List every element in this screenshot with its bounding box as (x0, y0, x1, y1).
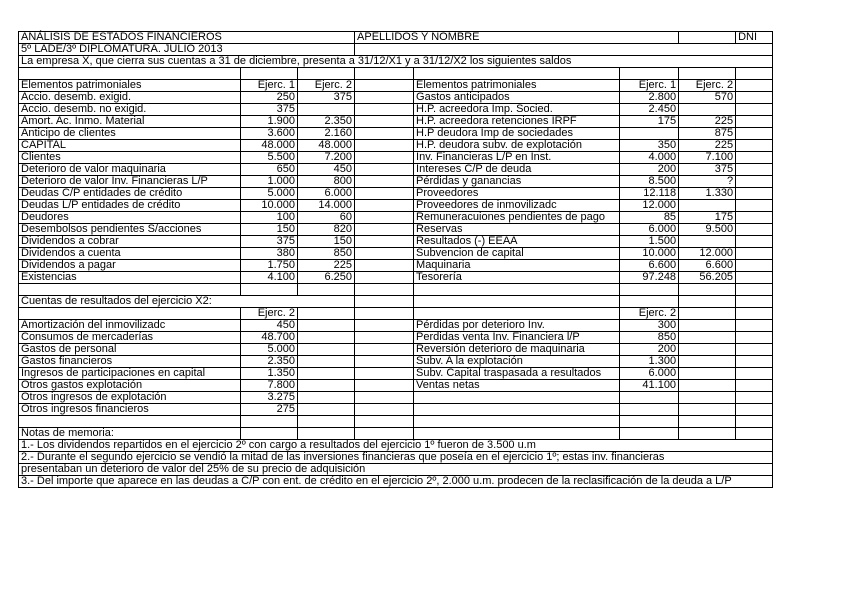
value-ej2: 450 (298, 164, 355, 176)
account-name: Subvencion de capital (414, 248, 620, 260)
account-name: Maquinaria (414, 260, 620, 272)
account-name: Inv. Financieras L/P en Inst. (414, 152, 620, 164)
value-ej1: 10.000 (620, 248, 679, 260)
table-row (19, 320, 773, 332)
value-ej2: 225 (679, 116, 736, 128)
table-row (19, 116, 773, 128)
value-ej2: 14.000 (298, 200, 355, 212)
value-ej1: 375 (241, 104, 298, 116)
value-ej1: 375 (241, 236, 298, 248)
account-name: Deudas L/P entidades de crédito (19, 200, 241, 212)
account-name: Dividendos a cuenta (19, 248, 241, 260)
name-label: APELLIDOS Y NOMBRE (355, 32, 679, 44)
spreadsheet (18, 31, 773, 488)
value-ej2: 7.200 (298, 152, 355, 164)
results-title-row (19, 296, 773, 308)
account-name: Proveedores (414, 188, 620, 200)
account-name: Deudas C/P entidades de crédito (19, 188, 241, 200)
result-name: Subv. Capital traspasada a resultados (414, 368, 620, 380)
value-ej2: ? (679, 176, 736, 188)
value-ej1: 10.000 (241, 200, 298, 212)
result-value: 41.100 (620, 380, 679, 392)
table-row (19, 332, 773, 344)
account-name: Reservas (414, 224, 620, 236)
account-name: Deudores (19, 212, 241, 224)
table-row (19, 380, 773, 392)
result-value: 850 (620, 332, 679, 344)
table-row (19, 236, 773, 248)
value-ej1: 85 (620, 212, 679, 224)
value-ej1: 12.000 (620, 200, 679, 212)
ej1-header-right: Ejerc. 1 (620, 80, 679, 92)
value-ej2: 48.000 (298, 140, 355, 152)
value-ej2: 875 (679, 128, 736, 140)
value-ej1: 2.450 (620, 104, 679, 116)
value-ej1: 8.500 (620, 176, 679, 188)
results-header-row (19, 308, 773, 320)
account-name: Resultados (-) EEAA (414, 236, 620, 248)
account-name: CAPITAL (19, 140, 241, 152)
value-ej2: 150 (298, 236, 355, 248)
result-value: 5.000 (241, 344, 298, 356)
table-row (19, 152, 773, 164)
value-ej2: 225 (298, 260, 355, 272)
note-text: 3.- Del importe que aparece en las deudas a C/P con ent. de crédito en el ejercicio 2º, 2.000 u.m. prodecen de la reclasificación de la deuda a L/P (19, 476, 773, 488)
result-name: Gastos de personal (19, 344, 241, 356)
value-ej1: 5.500 (241, 152, 298, 164)
table-row (19, 368, 773, 380)
value-ej1: 3.600 (241, 128, 298, 140)
result-name: Reversión deterioro de maquinaria (414, 344, 620, 356)
result-name: Consumos de mercaderías (19, 332, 241, 344)
result-name: Otros ingresos de explotación (19, 392, 241, 404)
value-ej1: 650 (241, 164, 298, 176)
value-ej1: 5.000 (241, 188, 298, 200)
value-ej1: 2.800 (620, 92, 679, 104)
value-ej2: 6.600 (679, 260, 736, 272)
value-ej1: 4.100 (241, 272, 298, 284)
account-name: Clientes (19, 152, 241, 164)
account-name: Remuneracuiones pendientes de pago (414, 212, 620, 224)
table-row (19, 356, 773, 368)
table-row (19, 248, 773, 260)
table-row (19, 200, 773, 212)
value-ej2: 6.250 (298, 272, 355, 284)
value-ej1: 250 (241, 92, 298, 104)
value-ej2: 800 (298, 176, 355, 188)
account-name: Pérdidas y ganancias (414, 176, 620, 188)
spacer-row (19, 68, 773, 80)
value-ej2: 375 (679, 164, 736, 176)
result-name: Gastos financieros (19, 356, 241, 368)
account-name: Accio. desemb. no exigid. (19, 104, 241, 116)
table-row (19, 104, 773, 116)
value-ej2: 225 (679, 140, 736, 152)
value-ej1: 4.000 (620, 152, 679, 164)
dni-label: DNI (736, 32, 773, 44)
value-ej1 (620, 128, 679, 140)
result-value: 300 (620, 320, 679, 332)
value-ej1: 175 (620, 116, 679, 128)
account-name: Dividendos a cobrar (19, 236, 241, 248)
value-ej2 (679, 236, 736, 248)
note-row (19, 464, 773, 476)
table-row (19, 404, 773, 416)
account-name: Anticipo de clientes (19, 128, 241, 140)
results-ej2-header-right: Ejerc. 2 (620, 308, 679, 320)
value-ej2: 56.205 (679, 272, 736, 284)
note-text: 2.- Durante el segundo ejercicio se vendió la mitad de las inversiones financieras que poseía en el ejercicio 1º; estas inv. financieras (19, 452, 773, 464)
results-title: Cuentas de resultados del ejercicio X2: (19, 296, 355, 308)
result-name: Subv. A la explotación (414, 356, 620, 368)
results-ej2-header-left: Ejerc. 2 (241, 308, 298, 320)
account-name: H.P. acreedora Imp. Socied. (414, 104, 620, 116)
value-ej1: 150 (241, 224, 298, 236)
note-text: presentaban un deterioro de valor del 25% de su precio de adquisición (19, 464, 773, 476)
value-ej2: 6.000 (298, 188, 355, 200)
result-name: Amortización del inmovilizadc (19, 320, 241, 332)
value-ej1: 48.000 (241, 140, 298, 152)
notes-title-row (19, 428, 773, 440)
balance-col-label-left: Elementos patrimoniales (19, 80, 241, 92)
value-ej1: 1.900 (241, 116, 298, 128)
value-ej2: 1.330 (679, 188, 736, 200)
result-name: Ventas netas (414, 380, 620, 392)
table-row (19, 344, 773, 356)
table-row (19, 272, 773, 284)
intro-text: La empresa X, que cierra sus cuentas a 31 de diciembre, presenta a 31/12/X1 y a 31/12/X2 los siguientes saldos (19, 56, 773, 68)
result-value: 200 (620, 344, 679, 356)
result-value: 1.300 (620, 356, 679, 368)
table-row (19, 140, 773, 152)
result-value: 7.800 (241, 380, 298, 392)
value-ej2: 570 (679, 92, 736, 104)
account-name: Gastos anticipados (414, 92, 620, 104)
table-row (19, 128, 773, 140)
result-name: Otros ingresos financieros (19, 404, 241, 416)
result-value: 1.350 (241, 368, 298, 380)
account-name: H.P deudora Imp de sociedades (414, 128, 620, 140)
table-row (19, 176, 773, 188)
note-row (19, 476, 773, 488)
result-value: 275 (241, 404, 298, 416)
account-name: Intereses C/P de deuda (414, 164, 620, 176)
table-row (19, 224, 773, 236)
table-row (19, 164, 773, 176)
table-row (19, 392, 773, 404)
result-name: Otros gastos explotación (19, 380, 241, 392)
account-name: Dividendos a pagar (19, 260, 241, 272)
result-name: Pérdidas por deterioro Inv. (414, 320, 620, 332)
value-ej2: 2.350 (298, 116, 355, 128)
result-value: 2.350 (241, 356, 298, 368)
value-ej2: 375 (298, 92, 355, 104)
value-ej1: 100 (241, 212, 298, 224)
value-ej1: 350 (620, 140, 679, 152)
result-value: 3.275 (241, 392, 298, 404)
result-name: Ingresos de participaciones en capital (19, 368, 241, 380)
result-value: 48.700 (241, 332, 298, 344)
value-ej1: 97.248 (620, 272, 679, 284)
ej2-header-left: Ejerc. 2 (298, 80, 355, 92)
account-name: Proveedores de inmovilizadc (414, 200, 620, 212)
ej2-header-right: Ejerc. 2 (679, 80, 736, 92)
title-row (19, 32, 773, 44)
course-row (19, 44, 773, 56)
account-name: Amort. Ac. Inmo. Material (19, 116, 241, 128)
ej1-header-left: Ejerc. 1 (241, 80, 298, 92)
table-row (19, 212, 773, 224)
table-row (19, 92, 773, 104)
value-ej2: 7.100 (679, 152, 736, 164)
account-name: H.P. deudora subv. de explotación (414, 140, 620, 152)
value-ej1: 6.000 (620, 224, 679, 236)
account-name: H.P. acreedora retenciones IRPF (414, 116, 620, 128)
result-value: 6.000 (620, 368, 679, 380)
value-ej2 (679, 200, 736, 212)
course-label: 5º LADE/3º DIPLOMATURA. JULIO 2013 (19, 44, 355, 56)
account-name: Existencias (19, 272, 241, 284)
value-ej1: 1.500 (620, 236, 679, 248)
sheet-title: ANÁLISIS DE ESTADOS FINANCIEROS (19, 32, 355, 44)
value-ej1: 1.750 (241, 260, 298, 272)
note-row (19, 440, 773, 452)
value-ej2 (298, 104, 355, 116)
value-ej2: 2.160 (298, 128, 355, 140)
spacer-row (19, 284, 773, 296)
table-row (19, 188, 773, 200)
result-name: Perdidas venta Inv. Financiera l/P (414, 332, 620, 344)
value-ej2: 12.000 (679, 248, 736, 260)
value-ej2: 820 (298, 224, 355, 236)
value-ej2: 850 (298, 248, 355, 260)
account-name: Desembolsos pendientes S/acciones (19, 224, 241, 236)
value-ej2: 175 (679, 212, 736, 224)
account-name: Deterioro de valor maquinaria (19, 164, 241, 176)
note-row (19, 452, 773, 464)
balance-header-row (19, 80, 773, 92)
value-ej2: 9.500 (679, 224, 736, 236)
result-value: 450 (241, 320, 298, 332)
balance-col-label-right: Elementos patrimoniales (414, 80, 620, 92)
value-ej1: 1.000 (241, 176, 298, 188)
account-name: Tesorería (414, 272, 620, 284)
spacer-row (19, 416, 773, 428)
value-ej1: 200 (620, 164, 679, 176)
table-row (19, 260, 773, 272)
notes-title: Notas de memoria: (19, 428, 241, 440)
account-name: Accio. desemb. exigid. (19, 92, 241, 104)
value-ej2 (679, 104, 736, 116)
intro-row (19, 56, 773, 68)
value-ej1: 12.118 (620, 188, 679, 200)
value-ej1: 6.600 (620, 260, 679, 272)
note-text: 1.- Los dividendos repartidos en el ejercicio 2º con cargo a resultados del ejercicio 1º fueron de 3.500 u.m (19, 440, 773, 452)
account-name: Deterioro de valor Inv. Financieras L/P (19, 176, 241, 188)
value-ej2: 60 (298, 212, 355, 224)
name-cell (679, 32, 736, 44)
value-ej1: 380 (241, 248, 298, 260)
